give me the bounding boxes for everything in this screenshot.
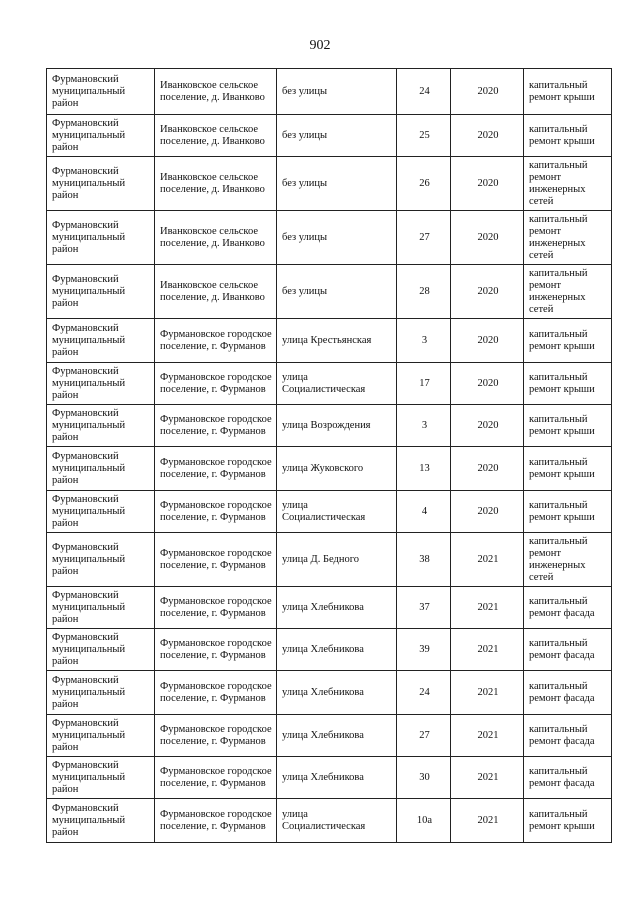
year-cell: 2021 [451,629,524,671]
table-row [47,799,612,843]
house-number-cell: 3 [397,319,451,363]
year-cell: 2021 [451,757,524,799]
year-cell: 2021 [451,799,524,843]
table-row [47,405,612,447]
house-number-cell: 27 [397,211,451,265]
house-number-cell: 3 [397,405,451,447]
district-cell: Фурмановский муниципальный район [47,363,155,405]
work-type-cell: капитальный ремонт фасада [524,715,612,757]
house-number-cell: 25 [397,115,451,157]
settlement-cell: Фурмановское городское поселение, г. Фурманов [155,319,277,363]
work-type-cell: капитальный ремонт крыши [524,447,612,491]
year-cell: 2020 [451,265,524,319]
table-row [47,157,612,211]
district-cell: Фурмановский муниципальный район [47,405,155,447]
table-row [47,757,612,799]
district-cell: Фурмановский муниципальный район [47,265,155,319]
work-type-cell: капитальный ремонт крыши [524,363,612,405]
settlement-cell: Фурмановское городское поселение, г. Фурманов [155,671,277,715]
house-number-cell: 37 [397,587,451,629]
table-row [47,447,612,491]
settlement-cell: Фурмановское городское поселение, г. Фурманов [155,533,277,587]
district-cell: Фурмановский муниципальный район [47,799,155,843]
settlement-cell: Фурмановское городское поселение, г. Фурманов [155,799,277,843]
table-row [47,363,612,405]
settlement-cell: Иванковское сельское поселение, д. Иванково [155,157,277,211]
work-type-cell: капитальный ремонт крыши [524,799,612,843]
housing-repair-table [46,68,612,843]
table-row [47,491,612,533]
year-cell: 2021 [451,533,524,587]
district-cell: Фурмановский муниципальный район [47,671,155,715]
work-type-cell: капитальный ремонт инженерных сетей [524,211,612,265]
house-number-cell: 39 [397,629,451,671]
table-row [47,629,612,671]
street-cell: улица Хлебникова [277,757,397,799]
district-cell: Фурмановский муниципальный район [47,757,155,799]
work-type-cell: капитальный ремонт фасада [524,757,612,799]
table-row [47,533,612,587]
year-cell: 2020 [451,69,524,115]
work-type-cell: капитальный ремонт крыши [524,319,612,363]
work-type-cell: капитальный ремонт фасада [524,587,612,629]
settlement-cell: Фурмановское городское поселение, г. Фурманов [155,587,277,629]
street-cell: улица Жуковского [277,447,397,491]
table-row [47,671,612,715]
work-type-cell: капитальный ремонт инженерных сетей [524,533,612,587]
settlement-cell: Фурмановское городское поселение, г. Фурманов [155,629,277,671]
street-cell: улица Социалистическая [277,491,397,533]
work-type-cell: капитальный ремонт инженерных сетей [524,265,612,319]
street-cell: без улицы [277,157,397,211]
street-cell: без улицы [277,265,397,319]
table-row [47,319,612,363]
street-cell: улица Социалистическая [277,799,397,843]
house-number-cell: 24 [397,69,451,115]
house-number-cell: 13 [397,447,451,491]
settlement-cell: Фурмановское городское поселение, г. Фурманов [155,447,277,491]
district-cell: Фурмановский муниципальный район [47,319,155,363]
house-number-cell: 10а [397,799,451,843]
settlement-cell: Фурмановское городское поселение, г. Фурманов [155,491,277,533]
district-cell: Фурмановский муниципальный район [47,587,155,629]
settlement-cell: Фурмановское городское поселение, г. Фурманов [155,363,277,405]
street-cell: без улицы [277,115,397,157]
table-row [47,211,612,265]
work-type-cell: капитальный ремонт инженерных сетей [524,157,612,211]
district-cell: Фурмановский муниципальный район [47,491,155,533]
house-number-cell: 27 [397,715,451,757]
settlement-cell: Иванковское сельское поселение, д. Иванково [155,211,277,265]
year-cell: 2020 [451,447,524,491]
work-type-cell: капитальный ремонт фасада [524,671,612,715]
table-row [47,69,612,115]
settlement-cell: Иванковское сельское поселение, д. Иванково [155,265,277,319]
district-cell: Фурмановский муниципальный район [47,629,155,671]
year-cell: 2020 [451,319,524,363]
street-cell: улица Социалистическая [277,363,397,405]
house-number-cell: 24 [397,671,451,715]
work-type-cell: капитальный ремонт фасада [524,629,612,671]
work-type-cell: капитальный ремонт крыши [524,491,612,533]
district-cell: Фурмановский муниципальный район [47,157,155,211]
house-number-cell: 38 [397,533,451,587]
district-cell: Фурмановский муниципальный район [47,533,155,587]
district-cell: Фурмановский муниципальный район [47,115,155,157]
settlement-cell: Иванковское сельское поселение, д. Иванково [155,69,277,115]
settlement-cell: Иванковское сельское поселение, д. Иванково [155,115,277,157]
table-row [47,587,612,629]
street-cell: без улицы [277,69,397,115]
work-type-cell: капитальный ремонт крыши [524,69,612,115]
table-row [47,265,612,319]
year-cell: 2020 [451,405,524,447]
street-cell: улица Хлебникова [277,715,397,757]
house-number-cell: 17 [397,363,451,405]
district-cell: Фурмановский муниципальный район [47,447,155,491]
district-cell: Фурмановский муниципальный район [47,715,155,757]
year-cell: 2020 [451,491,524,533]
street-cell: улица Хлебникова [277,671,397,715]
house-number-cell: 30 [397,757,451,799]
district-cell: Фурмановский муниципальный район [47,211,155,265]
table-row [47,715,612,757]
settlement-cell: Фурмановское городское поселение, г. Фурманов [155,715,277,757]
year-cell: 2021 [451,587,524,629]
street-cell: улица Крестьянская [277,319,397,363]
year-cell: 2020 [451,363,524,405]
street-cell: улица Д. Бедного [277,533,397,587]
year-cell: 2020 [451,211,524,265]
year-cell: 2020 [451,115,524,157]
house-number-cell: 26 [397,157,451,211]
page-number: 902 [309,38,331,53]
year-cell: 2021 [451,715,524,757]
work-type-cell: капитальный ремонт крыши [524,405,612,447]
settlement-cell: Фурмановское городское поселение, г. Фурманов [155,757,277,799]
house-number-cell: 4 [397,491,451,533]
settlement-cell: Фурмановское городское поселение, г. Фурманов [155,405,277,447]
year-cell: 2020 [451,157,524,211]
district-cell: Фурмановский муниципальный район [47,69,155,115]
street-cell: без улицы [277,211,397,265]
table-row [47,115,612,157]
street-cell: улица Хлебникова [277,629,397,671]
table-body [47,69,612,843]
house-number-cell: 28 [397,265,451,319]
street-cell: улица Возрождения [277,405,397,447]
street-cell: улица Хлебникова [277,587,397,629]
year-cell: 2021 [451,671,524,715]
work-type-cell: капитальный ремонт крыши [524,115,612,157]
